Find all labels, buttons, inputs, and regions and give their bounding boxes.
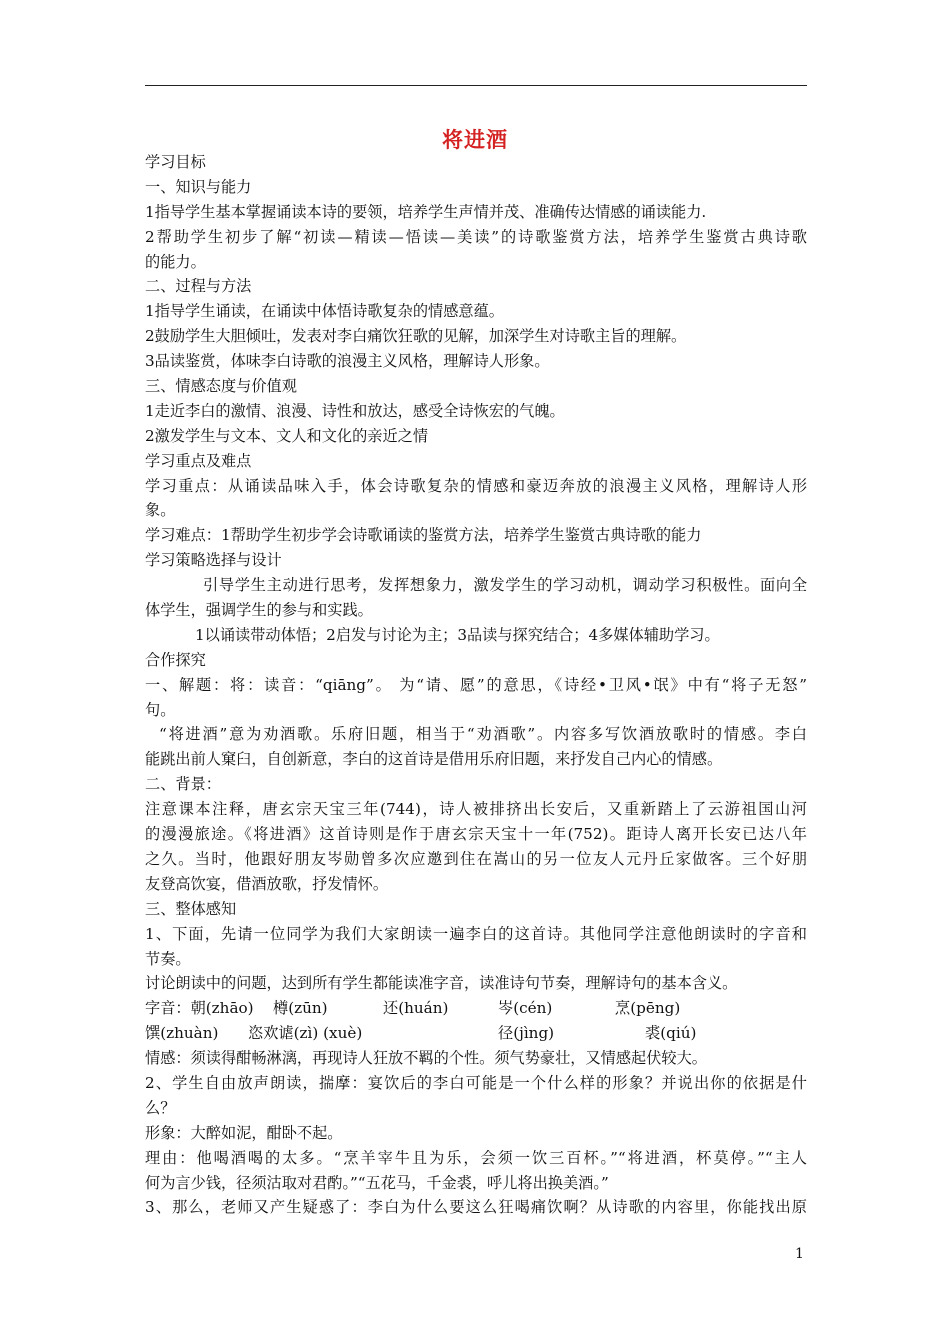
text-line: 三、情感态度与价值观 <box>145 377 297 396</box>
text-line: 注意课本注释，唐玄宗天宝三年(744)，诗人被排挤出长安后，又重新踏上了云游祖国山河 <box>145 800 807 819</box>
page-title: 将进酒 <box>442 128 508 152</box>
text-line: 象。 <box>145 501 176 520</box>
text-line: 学习策略选择与设计 <box>145 551 282 570</box>
text-line: 2鼓励学生大胆倾吐，发表对李白痛饮狂歌的见解，加深学生对诗歌主旨的理解。 <box>145 327 687 346</box>
pinyin-item: 裘(qiú) <box>645 1024 697 1043</box>
text-line: 么？ <box>145 1098 176 1117</box>
text-line: 体学生，强调学生的参与和实践。 <box>145 601 373 620</box>
text-line: 的能力。 <box>145 252 206 271</box>
text-line: 学习重点：从诵读品味入手，体会诗歌复杂的情感和豪迈奔放的浪漫主义风格，理解诗人形 <box>145 476 807 495</box>
page-number: 1 <box>795 1246 804 1262</box>
text-line: 2、学生自由放声朗读，揣摩：宴饮后的李白可能是一个什么样的形象？并说出你的依据是什 <box>145 1073 807 1092</box>
text-line: 一、知识与能力 <box>145 177 252 196</box>
text-line: 合作探究 <box>145 650 206 669</box>
text-line: 1指导学生基本掌握诵读本诗的要领，培养学生声情并茂、准确传达情感的诵读能力. <box>145 202 707 221</box>
text-line: 引导学生主动进行思考，发挥想象力，激发学生的学习动机，调动学习积极性。面向全 <box>203 576 807 595</box>
pinyin-row-2 <box>145 1021 807 1046</box>
pinyin-item: 还(huán) <box>383 999 449 1018</box>
text-line: 句。 <box>145 700 176 719</box>
text-line: 何为言少钱，径须沽取对君酌。”“五花马，千金裘，呼儿将出换美酒。” <box>145 1173 609 1192</box>
text-line: 情感：须读得酣畅淋漓，再现诗人狂放不羁的个性。须气势豪壮，又情感起伏较大。 <box>145 1049 707 1068</box>
pinyin-item: 恣欢谑(zì) (xuè) <box>248 1024 363 1043</box>
text-line: 1以诵读带动体悟；2启发与讨论为主；3品读与探究结合；4多媒体辅助学习。 <box>195 625 720 644</box>
text-line: 理由：他喝酒喝的太多。“烹羊宰牛且为乐，会须一饮三百杯。”“将进酒，杯莫停。”“主人 <box>145 1148 807 1167</box>
text-line: 之久。当时，他跟好朋友岑勋曾多次应邀到住在嵩山的另一位友人元丹丘家做客。三个好朋 <box>145 849 807 868</box>
header-rule <box>145 85 807 86</box>
text-line: 二、背景： <box>145 775 221 794</box>
text-line: “将进酒”意为劝酒歌。乐府旧题，相当于“劝酒歌”。内容多写饮酒放歌时的情感。李白 <box>159 725 807 744</box>
document-body <box>145 150 807 1220</box>
text-line: 1走近李白的激情、浪漫、诗性和放达，感受全诗恢宏的气魄。 <box>145 401 565 420</box>
text-line: 节奏。 <box>145 949 191 968</box>
pinyin-row-1 <box>145 996 807 1021</box>
text-line: 讨论朗读中的问题，达到所有学生都能读准字音，读准诗句节奏，理解诗句的基本含义。 <box>145 974 738 993</box>
pinyin-item: 烹(pēng) <box>615 999 681 1018</box>
text-line: 学习重点及难点 <box>145 451 252 470</box>
pinyin-item: 字音：朝(zhāo) <box>145 999 254 1018</box>
text-line: 1指导学生诵读，在诵读中体悟诗歌复杂的情感意蕴。 <box>145 302 504 321</box>
text-line: 2激发学生与文本、文人和文化的亲近之情 <box>145 426 429 445</box>
text-line: 一、解题：将：读音：“qiāng”。 为“请、愿”的意思，《诗经•卫风•氓》中有“将子无怒” <box>145 675 807 694</box>
text-line: 友登高饮宴，借酒放歌，抒发情怀。 <box>145 874 388 893</box>
text-line: 形象：大醉如泥，酣卧不起。 <box>145 1123 343 1142</box>
pinyin-item: 岑(cén) <box>498 999 553 1018</box>
text-line: 2帮助学生初步了解“初读—精读—悟读—美读”的诗歌鉴赏方法，培养学生鉴赏古典诗歌 <box>145 227 807 246</box>
pinyin-item: 径(jìng) <box>498 1024 555 1043</box>
text-line: 三、整体感知 <box>145 899 237 918</box>
text-line: 的漫漫旅途。《将进酒》这首诗则是作于唐玄宗天宝十一年(752)。距诗人离开长安已达八年 <box>145 825 807 844</box>
text-line: 学习难点：1帮助学生初步学会诗歌诵读的鉴赏方法，培养学生鉴赏古典诗歌的能力 <box>145 526 702 545</box>
text-line: 3、那么，老师又产生疑惑了：李白为什么要这么狂喝痛饮啊？从诗歌的内容里，你能找出原 <box>145 1198 807 1217</box>
text-line: 1、下面，先请一位同学为我们大家朗读一遍李白的这首诗。其他同学注意他朗读时的字音和 <box>145 924 807 943</box>
text-line: 二、过程与方法 <box>145 277 252 296</box>
pinyin-item: 樽(zūn) <box>273 999 328 1018</box>
text-line: 能跳出前人窠臼，自创新意，李白的这首诗是借用乐府旧题，来抒发自己内心的情感。 <box>145 750 723 769</box>
pinyin-item: 馔(zhuàn) <box>145 1024 219 1043</box>
text-line: 学习目标 <box>145 153 206 171</box>
text-line: 3品读鉴赏，体味李白诗歌的浪漫主义风格，理解诗人形象。 <box>145 352 550 371</box>
